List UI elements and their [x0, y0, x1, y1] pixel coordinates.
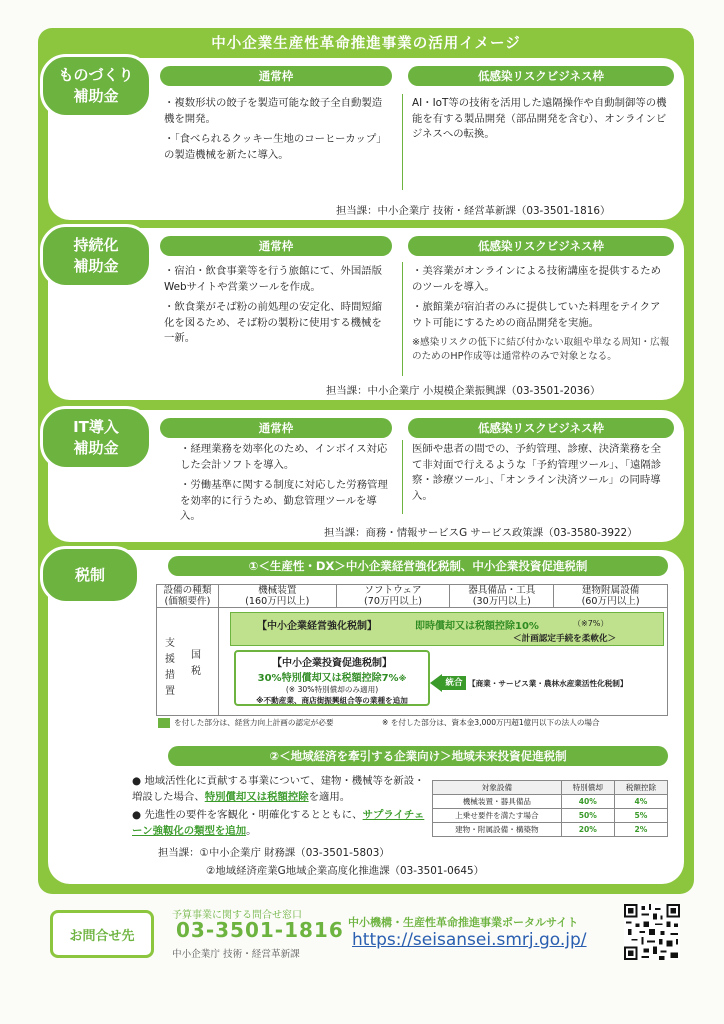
divider	[402, 262, 403, 376]
portal-link[interactable]: https://seisansei.smrj.go.jp/	[352, 930, 587, 950]
section-it	[48, 410, 684, 542]
label-jizokuka: 持続化 補助金	[40, 224, 152, 288]
main-panel	[38, 28, 694, 894]
tax-note1: を付した部分は、経営力向上計画の認定が必要	[174, 718, 334, 727]
inquiry-phone[interactable]: 03-3501-1816	[176, 918, 344, 942]
label-monozukuri: ものづくり 補助金	[40, 54, 152, 118]
tax-note2: ※ を付した部分は、資本金3,000万円超1億円以下の法人の場合	[382, 718, 600, 727]
jizokuka-lowrisk: ・美容業がオンラインによる技術講座を提供するためのツールを導入。 ・旅館業が宿泊者のみに提供していた料理をテイクアウト可能にするための商品開発を実施。 ※感染リスクの低下に結び付かない取組や単なる周知・広報のためのHP作成等は通常枠のみで対象となる。	[412, 265, 670, 362]
bar-shougyou: 【商業・サービス業・農林水産業活性化税制】	[468, 679, 628, 688]
inquiry-title: 予算事業に関する問合せ窓口	[172, 910, 302, 921]
col-head-lowrisk: 低感染リスクビジネス枠	[408, 66, 674, 86]
label-tax: 税制	[40, 546, 140, 604]
tougou-label: 統合	[442, 676, 466, 690]
col-head-lowrisk: 低感染リスクビジネス枠	[408, 418, 674, 438]
green-marker-icon	[158, 718, 170, 728]
page-title: 中小企業生産性革命推進事業の活用イメージ	[211, 36, 521, 52]
bar-toushi-sokushin: 【中小企業投資促進税制】 30%特別償却又は税額控除7%※ (※ 30%特別償却のみ適用) ※不動産業、商店街振興組合等の業種を追加	[234, 650, 430, 706]
arrow-left-icon	[430, 674, 442, 692]
inquiry-dept: 中小企業庁 技術・経営革新課	[172, 949, 300, 960]
tax-head2: ②＜地域経済を牽引する企業向け＞地域未来投資促進税制	[168, 746, 668, 766]
support-label: 支援措置	[165, 638, 175, 697]
tax-head1: ①＜生産性・DX＞中小企業経営強化税制、中小企業投資促進税制	[168, 556, 668, 576]
it-lowrisk: 医師や患者の間での、予約管理、診療、決済業務を全て非対面で行えるような「予約管理ツール」、「遠隔診察・診療ツール」、「オンライン決済ツール」の同時導入。	[412, 443, 662, 502]
section-monozukuri	[48, 58, 684, 220]
it-contact: 担当課：商務・情報サービスG サービス政策課（03-3580-3922）	[324, 527, 638, 539]
portal-title: 中小機構・生産性革命推進事業ポータルサイト	[348, 916, 579, 929]
col-head-normal: 通常枠	[160, 66, 392, 86]
col-head-normal: 通常枠	[160, 236, 392, 256]
monozukuri-lowrisk: AI・IoT等の技術を活用した遠隔操作や自動制御等の機能を有する製品開発（部品開発を含む）、オンラインビジネスへの転換。	[412, 97, 667, 140]
monozukuri-normal: ・複数形状の餃子を製造可能な餃子全自動製造機を開発。 ・「食べられるクッキー生地のコーヒーカップ」の製造機械を新たに導入。	[164, 97, 387, 161]
tax-contact1: 担当課：①中小企業庁 財務課（03-3501-5803）	[158, 847, 390, 859]
kokuzei-label: 国税	[191, 650, 201, 677]
tax-contact2: ②地域経済産業G地域企業高度化推進課（03-3501-0645）	[206, 865, 485, 877]
section-tax	[48, 550, 684, 884]
jizokuka-normal: ・宿泊・飲食事業等を行う旅館にて、外国語版Webサイトや営業ツールを作成。 ・飲食業がそば粉の前処理の安定化、時間短縮化を図るため、そば粉の製粉に使用する機械を一新。	[164, 265, 383, 344]
monozukuri-contact: 担当課：中小企業庁 技術・経営革新課（03-3501-1816）	[336, 205, 611, 217]
col-head-lowrisk: 低感染リスクビジネス枠	[408, 236, 674, 256]
col-head-normal: 通常枠	[160, 418, 392, 438]
tax-bullet2: ● 先進性の要件を客観化・明確化するとともに、サプライチェーン強靱化の類型を追加。	[132, 809, 425, 837]
tax-bullet1: ● 地域活性化に貢献する事業について、建物・機械等を新設・増設した場合、特別償却又は税額控除を適用。	[132, 775, 425, 803]
section-jizokuka	[48, 228, 684, 400]
divider	[402, 94, 403, 190]
divider	[402, 440, 403, 514]
inquiry-button[interactable]: お問合せ先	[50, 910, 154, 958]
qr-code-icon[interactable]	[624, 904, 680, 960]
rate-table: 対象設備 特別償却 税額控除 機械装置・器具備品 40% 4% 上乗せ要件を満たす場合 50% 5% 建物・附属設備・構築物 20% 2%	[432, 780, 668, 837]
bar-keiei-kyoka: 【中小企業経営強化税制】 即時償却又は税額控除10% （※7%） ＜計画認定手続を柔軟化＞	[230, 612, 664, 646]
jizokuka-contact: 担当課：中小企業庁 小規模企業振興課（03-3501-2036）	[326, 385, 601, 397]
tax-table: 設備の種類 (価額要件) 機械装置 (160万円以上) ソフトウェア (70万円以上) 器具備品・工具 (30万円以上) 建物附属設備 (60万円以上) 支援措置 国税	[156, 584, 668, 716]
it-normal: ・経理業務を効率化のため、インボイス対応した会計ソフトを導入。 ・労働基準に関する制度に対応した労務管理を効率的に行うため、勤怠管理ツールを導入。	[180, 443, 388, 522]
label-it: IT導入 補助金	[40, 406, 152, 470]
